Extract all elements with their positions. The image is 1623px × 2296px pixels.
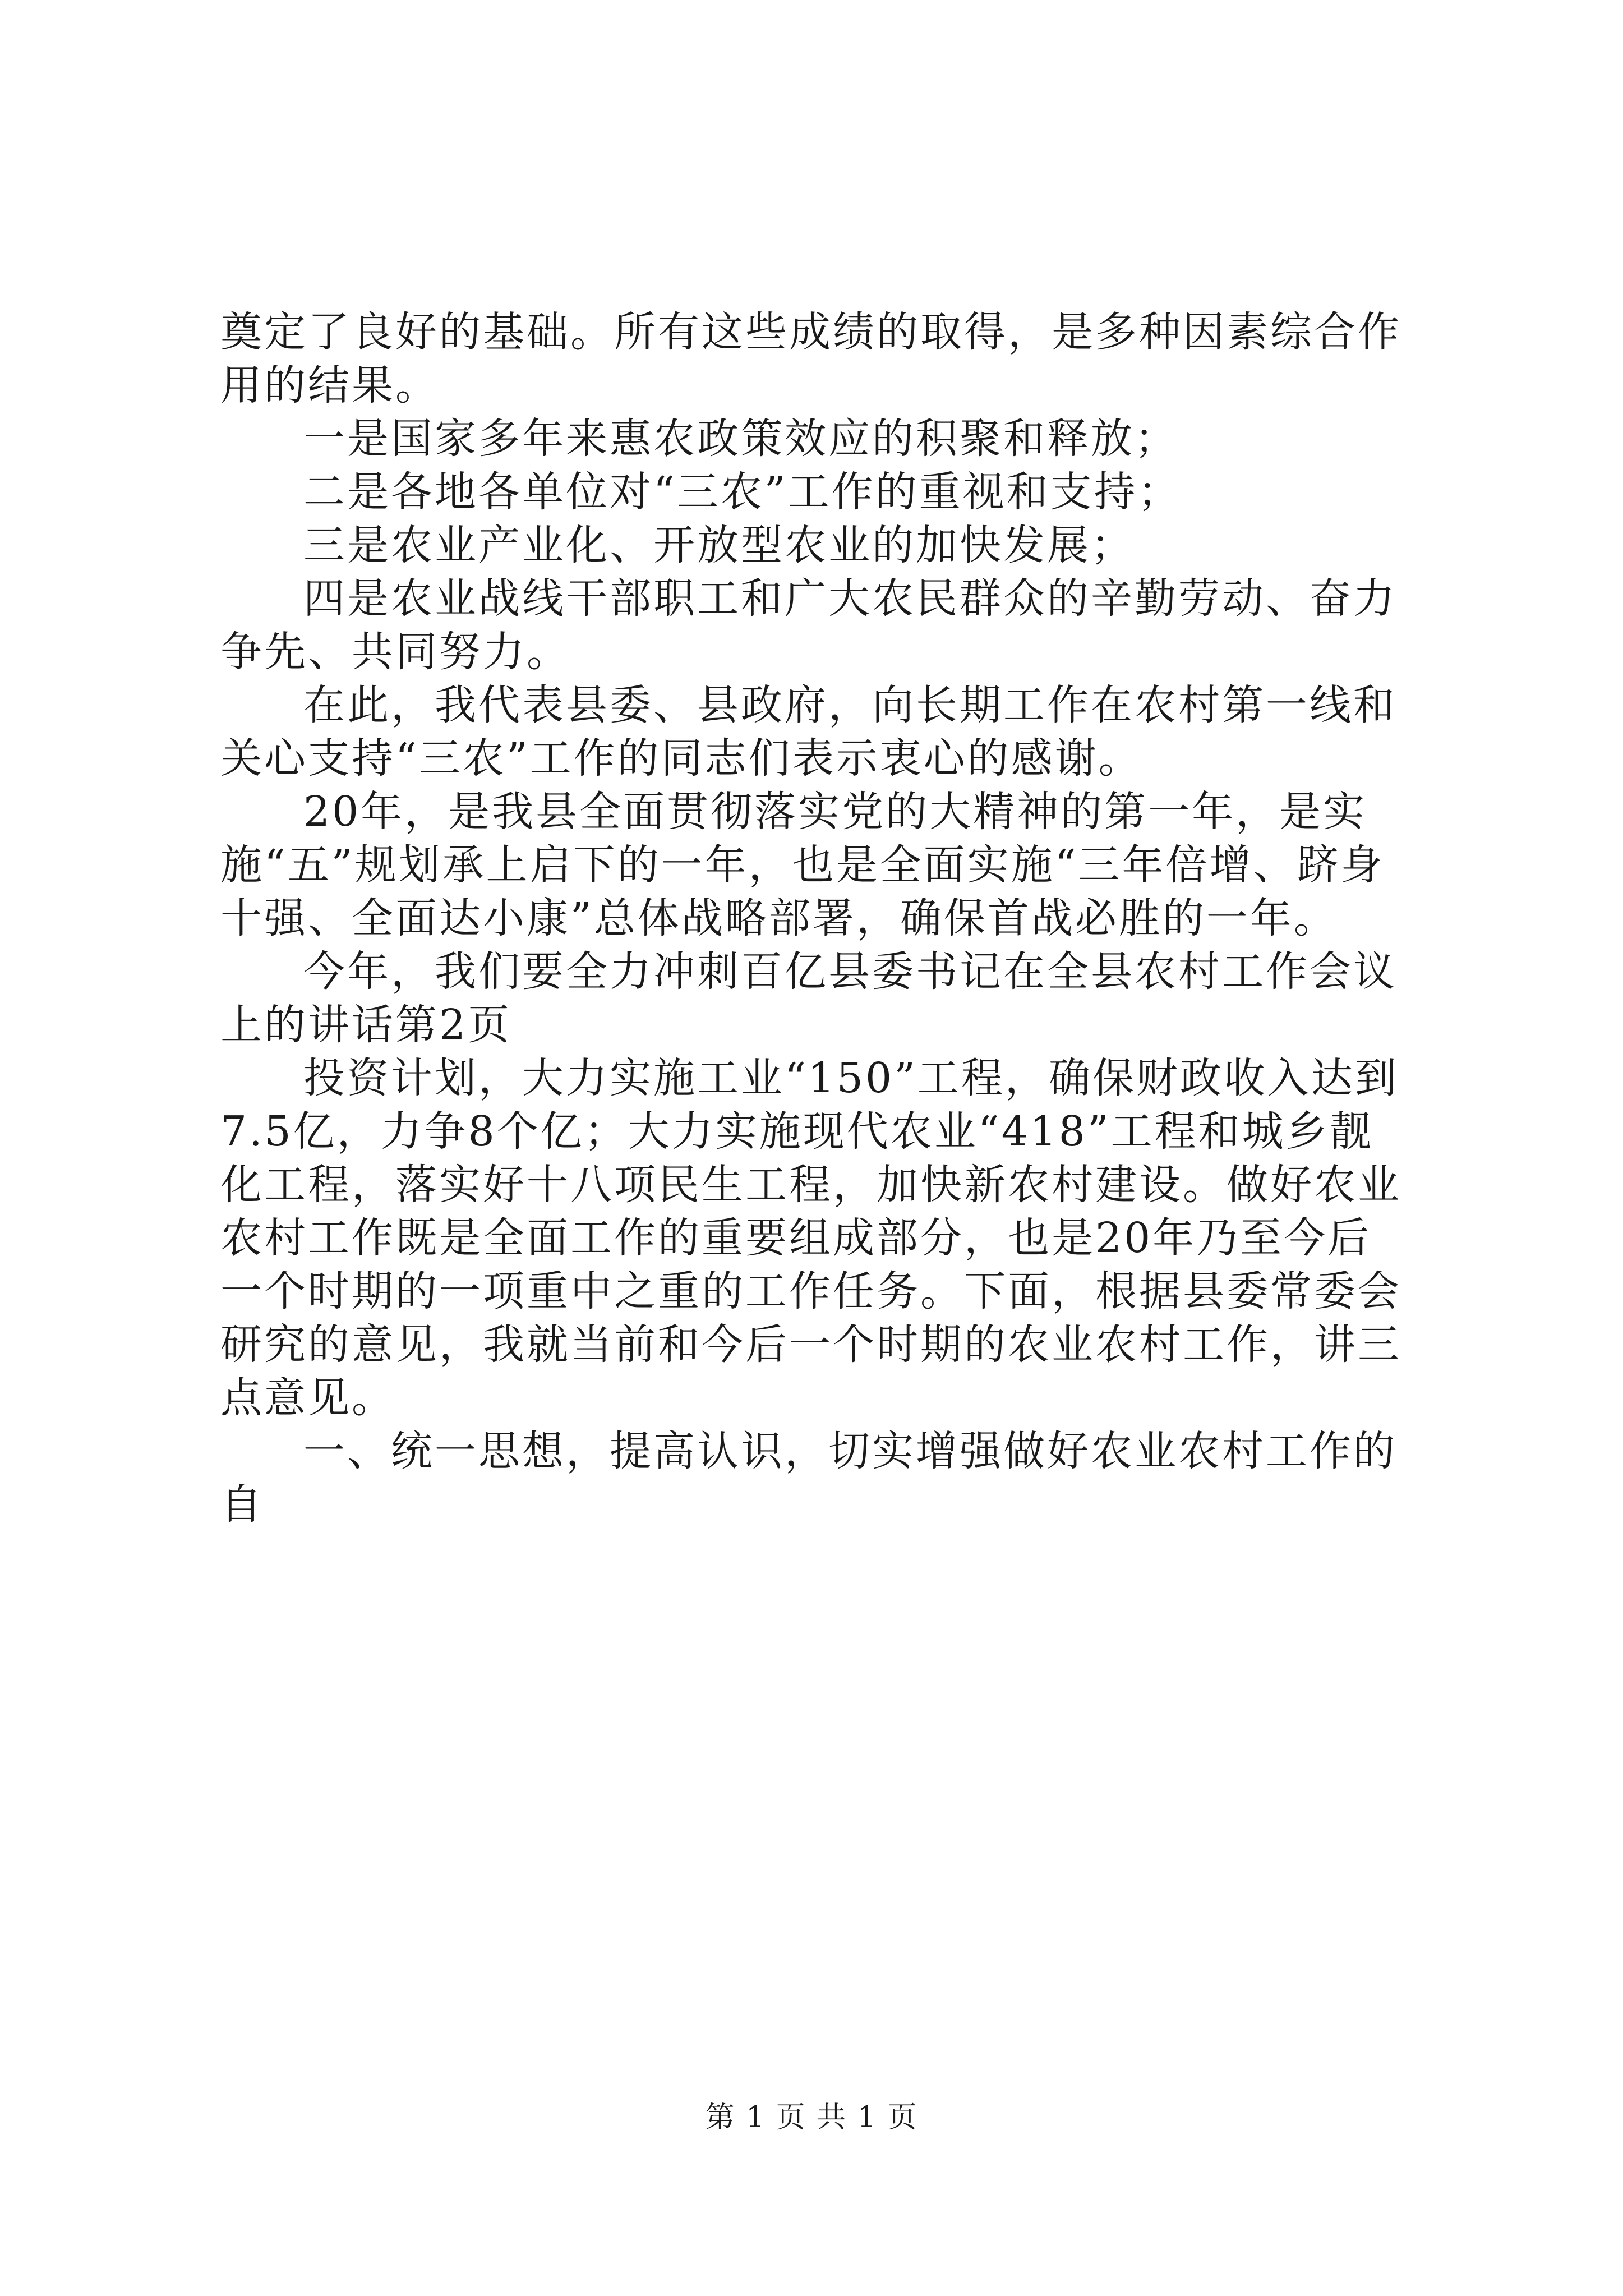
paragraph-2: 一是国家多年来惠农政策效应的积聚和释放； [303,415,1178,463]
paragraph-6: 在此，我代表县委、县政府，向长期工作在农村第一线和关心支持“三农”工作的同志们表示衷心的感谢。 [220,681,1397,783]
paragraph-10: 一、统一思想，提高认识，切实增强做好农业农村工作的自 [220,1427,1397,1529]
paragraph-8: 今年，我们要全力冲刺百亿县委书记在全县农村工作会议上的讲话第2页 [220,947,1397,1049]
paragraph-1: 奠定了良好的基础。所有这些成绩的取得，是多种因素综合作用的结果。 [220,308,1401,409]
paragraph-3: 二是各地各单位对“三农”工作的重视和支持； [303,468,1182,516]
page-footer [0,2101,1623,2134]
paragraph-7: 20年，是我县全面贯彻落实党的大精神的第一年，是实施“五”规划承上启下的一年，也是全面实施“三年倍增、跻身十强、全面达小康”总体战略部署，确保首战必胜的一年。 [220,788,1385,942]
paragraph-9: 投资计划，大力实施工业“150”工程，确保财政收入达到7.5亿，力争8个亿；大力实施现代农业“418”工程和城乡靓化工程，落实好十八项民生工程，加快新农村建设。做好农业农村工作既是全面工作的重要组成部分，也是20年乃至今后一个时期的一项重中之重的工作任务。下面，根据县委常委会研究的意见，我就当前和今后一个时期的农业农村工作，讲三点意见。 [220,1054,1401,1422]
page-number-label: 第 1 页 共 1 页 [705,2101,918,2134]
document-body [220,306,1415,1531]
paragraph-5: 四是农业战线干部职工和广大农民群众的辛勤劳动、奋力争先、共同努力。 [220,574,1397,676]
paragraph-4: 三是农业产业化、开放型农业的加快发展； [303,521,1135,569]
